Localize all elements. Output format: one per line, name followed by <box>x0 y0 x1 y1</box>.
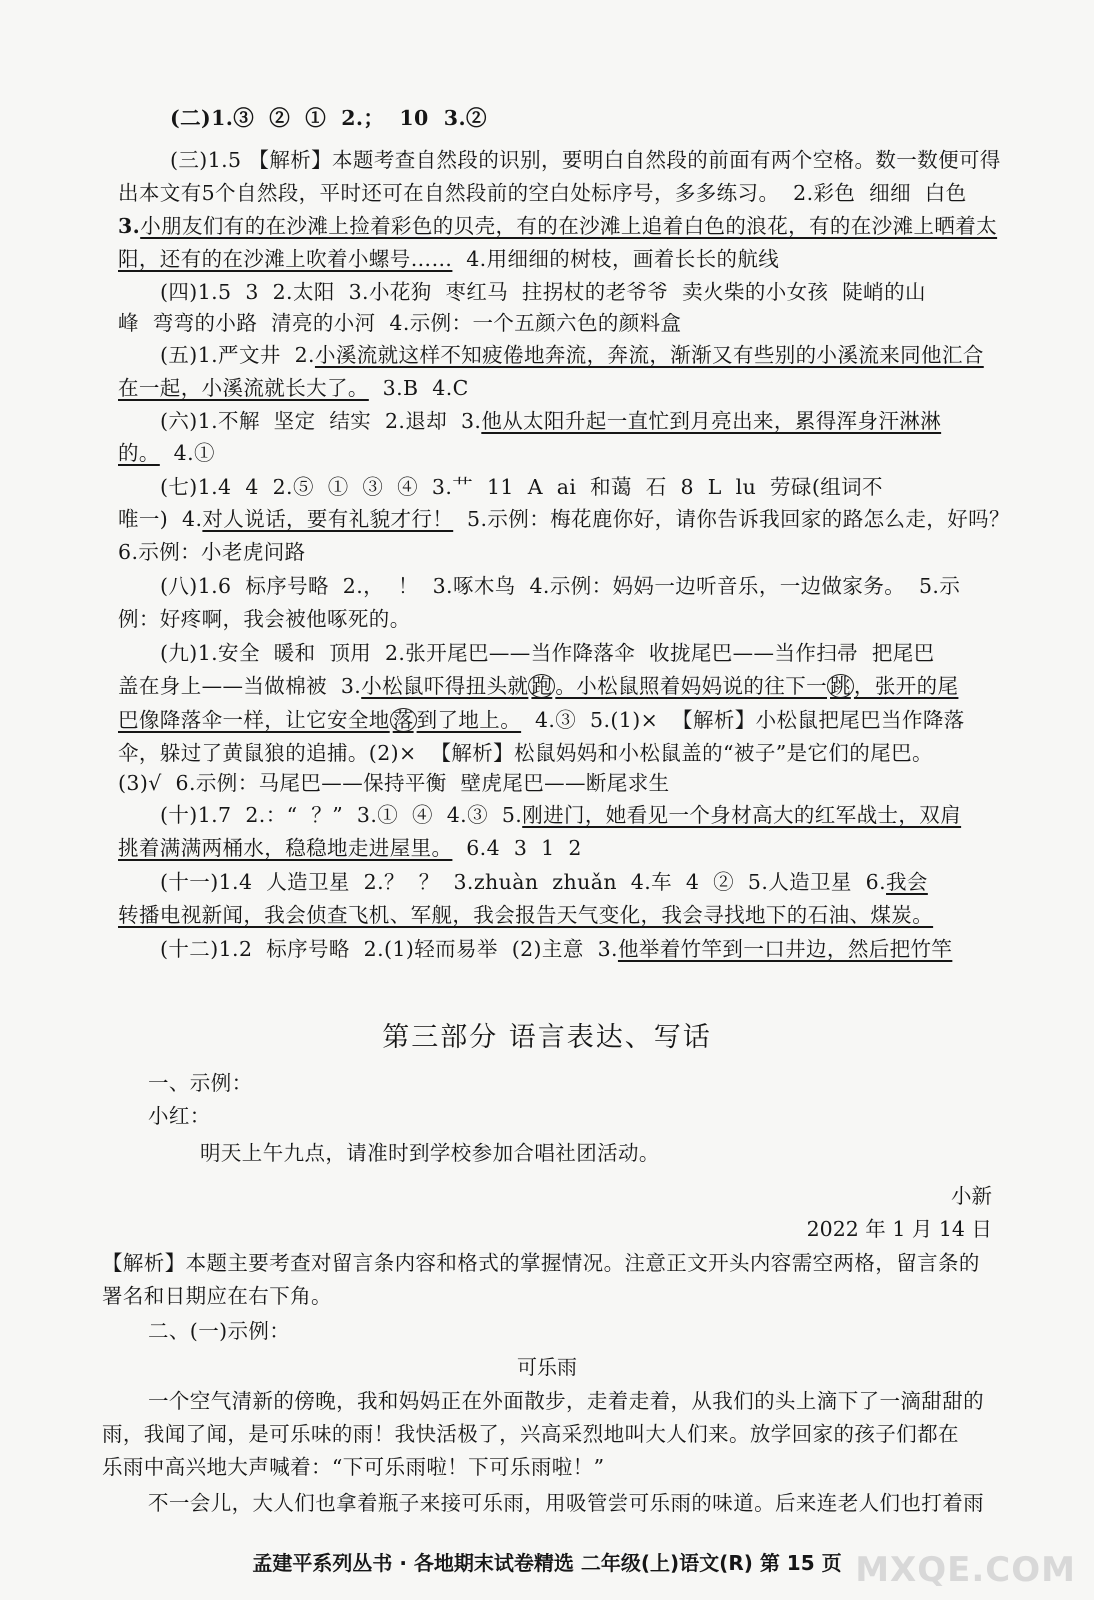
note-example-label: 一、示例： <box>148 1071 253 1095</box>
section-3-line-3: 3.小朋友们有的在沙滩上捡着彩色的贝壳，有的在沙滩上追着白色的浪花，有的在沙滩上晒着太 <box>118 214 998 238</box>
circled-character-luo: 落 <box>390 708 417 732</box>
essay-line-4: 不一会儿，大人们也拿着瓶子来接可乐雨，用吸管尝可乐雨的味道。后来连老人们也打着雨 <box>148 1491 984 1515</box>
note-recipient: 小红： <box>148 1104 211 1128</box>
part-3-heading: 第三部分 语言表达、写话 <box>382 1022 712 1053</box>
note-date: 2022 年 1 月 14 日 <box>806 1217 992 1241</box>
analysis-line-1: 【解析】本题主要考查对留言条内容和格式的掌握情况。注意正文开头内容需空两格，留言条的 <box>102 1251 980 1275</box>
section-7-line-1: (七)1.4 4 2.⑤ ① ③ ④ 3.艹 11 A ai 和蔼 石 8 L lu 劳碌(组词不 <box>160 475 883 499</box>
section-9-line-4: 伞，躲过了黄鼠狼的追捕。(2)× 【解析】松鼠妈妈和小松鼠盖的“被子”是它们的尾巴。 <box>118 741 933 765</box>
section-2-answers: (二)1.③ ② ① 2.； 10 3.② <box>170 106 487 130</box>
section-9-line-3: 巴像降落伞一样，让它安全地 落 到了地上。 4.③ 5.(1)× 【解析】小松鼠把尾巴当作降落 <box>118 708 965 732</box>
note-signer: 小新 <box>951 1184 992 1208</box>
essay-example-label: 二、(一)示例： <box>148 1319 291 1343</box>
note-body: 明天上午九点，请准时到学校参加合唱社团活动。 <box>200 1141 660 1165</box>
section-9-line-5: (3)√ 6.示例：马尾巴——保持平衡 壁虎尾巴——断尾求生 <box>118 771 670 795</box>
section-10-line-1: (十)1.7 2.：“ ？” 3.① ④ 4.③ 5.刚进门，她看见一个身材高大的红军战士，双肩 <box>160 803 962 827</box>
essay-line-2: 雨，我闻了闻，是可乐味的雨！我快活极了，兴高采烈地叫大人们来。放学回家的孩子们都在 <box>102 1422 959 1446</box>
section-11-line-1: (十一)1.4 人造卫星 2.？ ？ 3.zhuàn zhuǎn 4.车 4 ② 5.人造卫星 6.我会 <box>160 870 928 894</box>
section-4-line-2: 峰 弯弯的小路 清亮的小河 4.示例：一个五颜六色的颜料盒 <box>118 311 682 335</box>
essay-line-3: 乐雨中高兴地大声喊着：“下可乐雨啦！下可乐雨啦！” <box>102 1455 605 1479</box>
analysis-line-2: 署名和日期应在右下角。 <box>102 1284 332 1308</box>
circled-character-pao: 跑 <box>528 674 555 698</box>
section-3-line-1: (三)1.5 【解析】本题考查自然段的识别，要明白自然段的前面有两个空格。数一数便可得 <box>170 148 1001 172</box>
section-8-line-2: 例：好疼啊，我会被他啄死的。 <box>118 607 411 631</box>
section-5-line-2: 在一起，小溪流就长大了。 3.B 4.C <box>118 376 469 400</box>
watermark: MXQE.COM <box>855 1550 1076 1590</box>
section-3-line-4: 阳，还有的在沙滩上吹着小螺号…… 4.用细细的树枝，画着长长的航线 <box>118 247 780 271</box>
section-7-line-2: 唯一) 4.对人说话，要有礼貌才行！ 5.示例：梅花鹿你好，请你告诉我回家的路怎么走，好吗？ <box>118 507 1010 531</box>
section-3-line-2: 出本文有5个自然段，平时还可在自然段前的空白处标序号，多多练习。 2.彩色 细细 白色 <box>118 181 967 205</box>
section-6-line-2: 的。 4.① <box>118 441 215 465</box>
section-5-line-1: (五)1.严文井 2.小溪流就这样不知疲倦地奔流，奔流，渐渐又有些别的小溪流来同他汇合 <box>160 343 984 367</box>
section-9-line-2: 盖在身上——当做棉被 3.小松鼠吓得扭头就 跑 。小松鼠照着妈妈说的往下一 跳 ，张开的尾 <box>118 674 959 698</box>
section-9-line-1: (九)1.安全 暖和 顶用 2.张开尾巴——当作降落伞 收拢尾巴——当作扫帚 把尾巴 <box>160 641 935 665</box>
section-8-line-1: (八)1.6 标序号略 2.， ！ 3.啄木鸟 4.示例：妈妈一边听音乐，一边做家务。 5.示 <box>160 574 961 598</box>
essay-line-1: 一个空气清新的傍晚，我和妈妈正在外面散步，走着走着，从我们的头上滴下了一滴甜甜的 <box>148 1389 984 1413</box>
section-4-line-1: (四)1.5 3 2.太阳 3.小花狗 枣红马 拄拐杖的老爷爷 卖火柴的小女孩 陡峭的山 <box>160 280 926 304</box>
page-footer: 孟建平系列丛书 · 各地期末试卷精选 二年级(上)语文(R) 第 15 页 <box>252 1551 842 1575</box>
section-11-line-2: 转播电视新闻，我会侦查飞机、军舰，我会报告天气变化，我会寻找地下的石油、煤炭。 <box>118 903 934 927</box>
section-10-line-2: 挑着满满两桶水，稳稳地走进屋里。 6.4 3 1 2 <box>118 836 582 860</box>
section-7-line-3: 6.示例：小老虎问路 <box>118 540 306 564</box>
section-6-line-1: (六)1.不解 坚定 结实 2.退却 3.他从太阳升起一直忙到月亮出来，累得浑身汗淋淋 <box>160 409 942 433</box>
essay-title: 可乐雨 <box>517 1355 577 1379</box>
circled-character-tiao: 跳 <box>827 674 854 698</box>
section-12-line-1: (十二)1.2 标序号略 2.(1)轻而易举 (2)主意 3.他举着竹竿到一口井边，然后把竹竿 <box>160 937 953 961</box>
